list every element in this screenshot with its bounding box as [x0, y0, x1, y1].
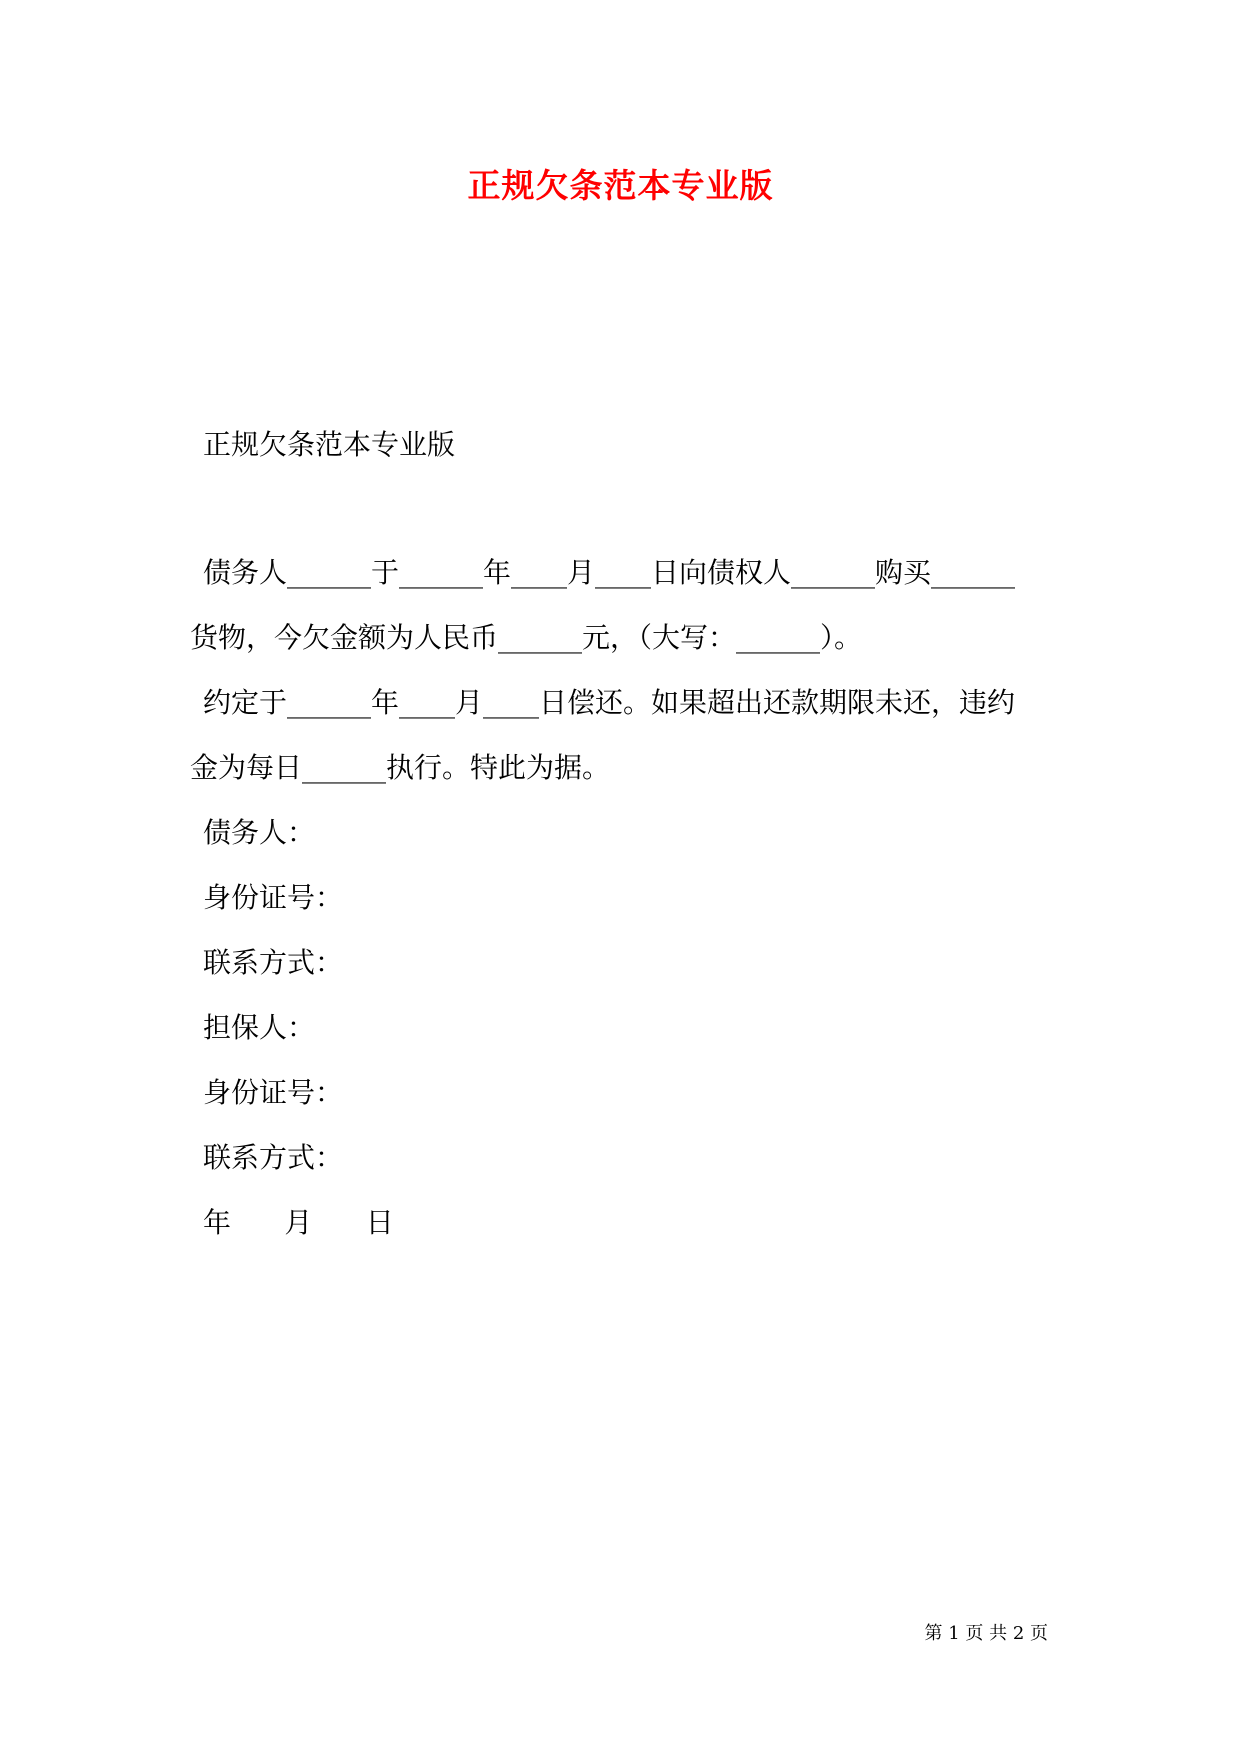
date-line: 年 月 日 — [203, 1206, 394, 1239]
paragraph-debt-line-1: 债务人______于______年____月____日向债权人______购买______ — [203, 556, 1016, 589]
field-guarantor-contact: 联系方式： — [203, 1141, 344, 1174]
paragraph-repay-line-2: 金为每日______执行。特此为据。 — [190, 751, 611, 784]
field-debtor: 债务人： — [203, 816, 316, 849]
field-guarantor-id: 身份证号： — [203, 1076, 344, 1109]
paragraph-debt-line-2: 货物，今欠金额为人民币______元，（大写：______）。 — [190, 621, 863, 654]
field-guarantor: 担保人： — [203, 1011, 316, 1044]
document-body — [190, 540, 1060, 1255]
document-subtitle: 正规欠条范本专业版 — [203, 428, 456, 461]
document-title: 正规欠条范本专业版 — [467, 166, 774, 205]
field-debtor-contact: 联系方式： — [203, 946, 344, 979]
field-debtor-id: 身份证号： — [203, 881, 344, 914]
page-number-footer: 第 1 页 共 2 页 — [924, 1623, 1048, 1644]
paragraph-repay-line-1: 约定于______年____月____日偿还。如果超出还款期限未还，违约 — [203, 686, 1016, 719]
